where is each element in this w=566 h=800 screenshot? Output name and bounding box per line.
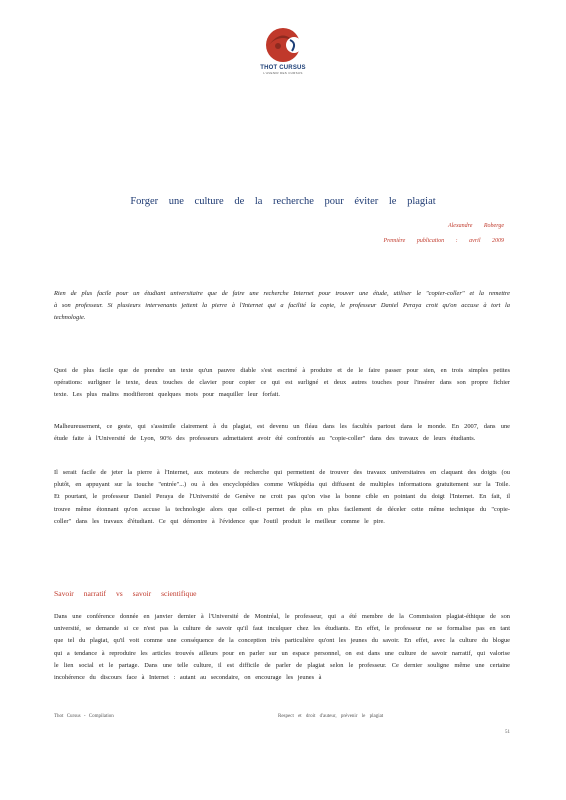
article-title: Forger une culture de la recherche pour éviter le plagiat	[130, 196, 436, 207]
section-heading: Savoir narratif vs savoir scientifique	[54, 589, 197, 598]
body-paragraph: Quoi de plus facile que de prendre un texte qu'un pauvre diable s'est escrimé à produire et de le faire passer pour sien, en trois simples petites opérations: surligner le texte, deux touches de clavier pour copier ce qui est surligné et deux autres touches pour l'insérer dans son propre fichier texte. Les plus malins modifieront quelques mots pour maquiller leur forfait.	[54, 367, 510, 399]
body-paragraph: Malheureusement, ce geste, qui s'assimile clairement à du plagiat, est devenu un fléau dans les facultés partout dans le monde. En 2007, dans une étude faite à l'Université de Lyon, 90% des professeurs admettaient avoir été confrontés au "copie-coller" dans des travaux de leurs étudiants.	[54, 423, 510, 443]
logo-mark-icon	[261, 24, 305, 64]
section-paragraph: Dans une conférence donnée en janvier dernier à l'Université de Montréal, le professeur, qui a été membre de la Commission plagiat-éthique de son université, se demande si ce n'est pas la culture de savoir qu'il faut inculquer chez les étudiants. En effet, le professeur ne se formalise pas en tant que tel du plagiat, qu'il voit comme une conséquence de la conception très particulière qu'ont les jeunes du savoir. En effet, avec la culture du blogue qui a tendance à reproduire les articles trouvés ailleurs pour en parler sur un espace personnel, on est dans une culture de savoir narratif, qui valorise le lien social et le partage. Dans une telle culture, il est difficile de parler de plagiat selon le professeur. Ce dernier souligne même une certaine incohérence du discours face à Internet : autant au secondaire, on encourage les jeunes à	[54, 613, 510, 682]
body-paragraph: Il serait facile de jeter la pierre à l'Internet, aux moteurs de recherche qui permettent de trouver des travaux universitaires en claquant des doigts (ou plutôt, en appuyant sur la touche "entrée"...) ou à des encyclopédies comme Wikipédia qui diffusent de multiples informations gratuitement sur la Toile. Et pourtant, le professeur Daniel Peraya de l'Université de Genève ne croit pas qu'on vise la bonne cible en pointant du doigt l'Internet. En fait, il trouve même étonnant qu'on accuse la technologie alors que celle-ci permet de plus en plus facilement de déceler cette même technique du "copie-coller" dans les travaux d'étudiant. Ce qui démontre à l'évidence que l'outil produit le meilleur comme le pire.	[54, 469, 510, 525]
thot-cursus-logo	[252, 24, 314, 75]
footer-center: Respect et droit d'auteur, prévenir le plagiat	[278, 714, 384, 719]
article-author: Alexandre Roberge	[447, 223, 504, 229]
page-number: 51	[505, 730, 510, 735]
logo-tagline: L'AVENIR DES CURSUS	[263, 71, 303, 75]
logo-name: THOT CURSUS	[260, 65, 306, 71]
intro-paragraph: Rien de plus facile pour un étudiant universitaire que de faire une recherche Internet pour trouver une étude, utiliser le "copier-coller" et la remettre à son professeur. Si plusieurs intervenants jettent la pierre à l'Internet qui a facilité la copie, le professeur Daniel Peraya croit qu'on accuse à tort la technologie.	[54, 290, 510, 322]
footer-left: Thot Cursus - Compilation	[54, 714, 114, 719]
publication-date: Première publication : avril 2009	[383, 238, 504, 244]
